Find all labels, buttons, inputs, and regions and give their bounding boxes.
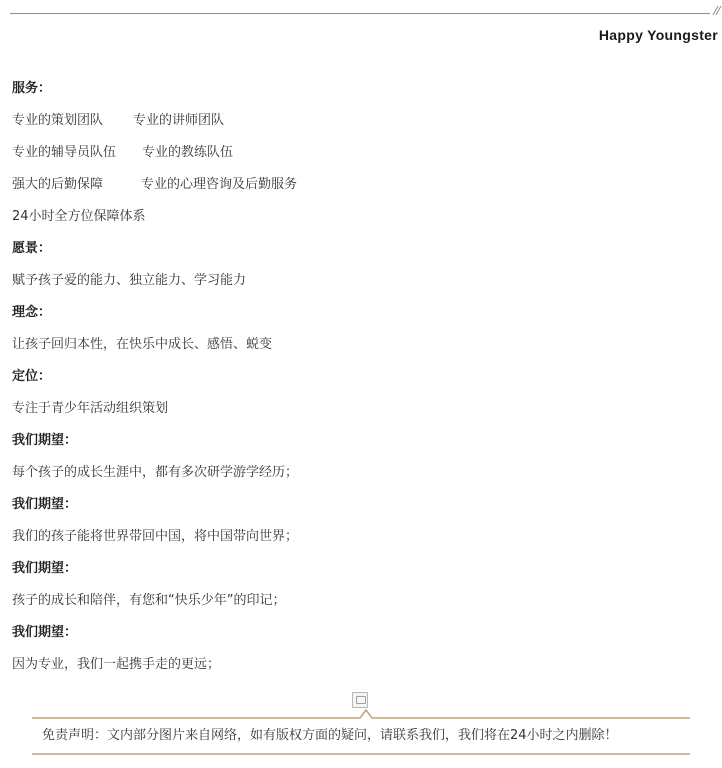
service-item: 专业的教练队伍 <box>142 145 234 160</box>
footer-top-rule <box>32 710 690 718</box>
service-row <box>12 143 702 175</box>
service-item: 专业的辅导员队伍 <box>12 145 117 160</box>
paragraph: 赋予孩子爱的能力、独立能力、学习能力 <box>12 273 247 288</box>
section-heading: 愿景： <box>12 241 52 256</box>
section-heading: 我们期望： <box>12 625 78 640</box>
section-heading: 定位： <box>12 369 52 384</box>
service-item: 强大的后勤保障 <box>12 177 104 192</box>
article-body <box>12 79 702 687</box>
paragraph: 专注于青少年活动组织策划 <box>12 401 169 416</box>
service-row <box>12 175 702 207</box>
paragraph: 每个孩子的成长生涯中，都有多次研学游学经历； <box>12 465 299 480</box>
section-heading: 服务： <box>12 81 52 96</box>
service-item: 专业的策划团队 <box>12 113 104 128</box>
paragraph: 我们的孩子能将世界带回中国，将中国带向世界； <box>12 529 299 544</box>
section-heading: 理念： <box>12 305 52 320</box>
paragraph: 让孩子回归本性，在快乐中成长、感悟、蜕变 <box>12 337 273 352</box>
divider-slash-icon <box>712 4 722 16</box>
section-heading: 我们期望： <box>12 561 78 576</box>
paragraph: 孩子的成长和陪伴，有您和“快乐少年”的印记； <box>12 593 286 608</box>
service-row <box>12 111 702 143</box>
disclaimer-text: 免责声明：文内部分图片来自网络，如有版权方面的疑问，请联系我们，我们将在24小时之内删除！ <box>42 728 618 743</box>
paragraph: 24小时全方位保障体系 <box>12 209 146 224</box>
section-heading: 我们期望： <box>12 497 78 512</box>
section-heading: 我们期望： <box>12 433 78 448</box>
service-item: 专业的心理咨询及后勤服务 <box>141 177 298 192</box>
brand-title: Happy Youngster <box>598 27 718 43</box>
paragraph: 因为专业，我们一起携手走的更远； <box>12 657 221 672</box>
service-item: 专业的讲师团队 <box>133 113 225 128</box>
top-divider <box>10 13 710 14</box>
